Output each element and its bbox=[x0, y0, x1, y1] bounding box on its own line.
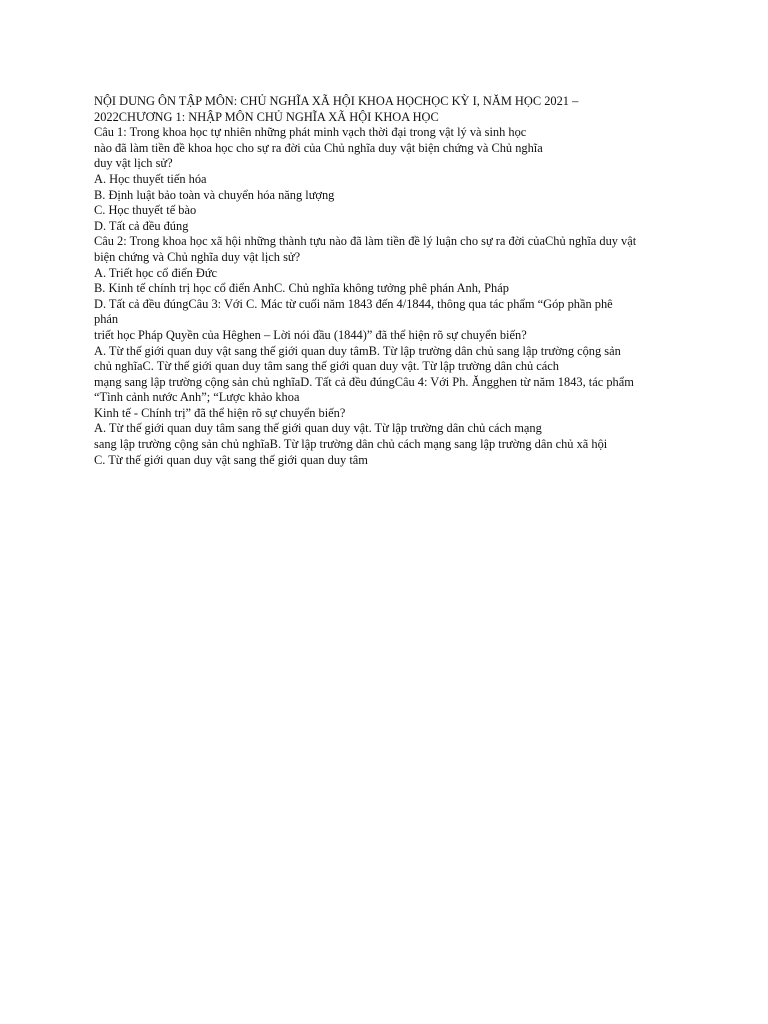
question-4-text: Kinh tế - Chính trị” đã thể hiện rõ sự chuyển biến? bbox=[94, 405, 346, 420]
question-1-text: Câu 1: Trong khoa học tự nhiên những phát minh vạch thời đại trong vật lý và sinh học bbox=[94, 125, 527, 140]
document-body bbox=[94, 94, 694, 468]
question-2-option-a: A. Triết học cổ điển Đức bbox=[94, 265, 218, 280]
question-1-option-c: C. Học thuyết tế bào bbox=[94, 203, 197, 218]
question-3-options: A. Từ thế giới quan duy vật sang thế giới quan duy tâmB. Từ lập trường dân chủ sang lập trường cộng sản bbox=[94, 343, 621, 358]
question-1-text: duy vật lịch sử? bbox=[94, 156, 173, 171]
question-1-option-b: B. Định luật bảo toàn và chuyển hóa năng lượng bbox=[94, 187, 335, 202]
question-2-text: Câu 2: Trong khoa học xã hội những thành tựu nào đã làm tiền đề lý luận cho sự ra đời củaChủ nghĩa duy vật bbox=[94, 234, 637, 249]
question-3-options: chủ nghĩaC. Từ thế giới quan duy tâm sang thế giới quan duy vật. Từ lập trường dân chủ cách bbox=[94, 359, 560, 374]
question-4-text: mạng sang lập trường cộng sản chủ nghĩaD. Tất cả đều đúngCâu 4: Với Ph. Ăngghen từ năm 1843, tác phẩm bbox=[94, 374, 634, 389]
question-4-option-c: C. Từ thế giới quan duy vật sang thế giới quan duy tâm bbox=[94, 452, 368, 467]
question-3-text: phán bbox=[94, 312, 119, 327]
document-heading-line: NỘI DUNG ÔN TẬP MÔN: CHỦ NGHĨA XÃ HỘI KHOA HỌCHỌC KỲ I, NĂM HỌC 2021 – bbox=[94, 94, 579, 108]
question-2-option-bc: B. Kinh tế chính trị học cổ điển AnhC. Chủ nghĩa không tưởng phê phán Anh, Pháp bbox=[94, 281, 509, 296]
document-heading-line: 2022CHƯƠNG 1: NHẬP MÔN CHỦ NGHĨA XÃ HỘI KHOA HỌC bbox=[94, 109, 439, 124]
question-4-options: sang lập trường cộng sản chủ nghĩaB. Từ lập trường dân chủ cách mạng sang lập trường dân chủ xã hội bbox=[94, 437, 608, 452]
question-1-text: nào đã làm tiền đề khoa học cho sự ra đời của Chủ nghĩa duy vật biện chứng và Chủ nghĩa bbox=[94, 140, 543, 155]
question-4-text: “Tình cảnh nước Anh”; “Lược khảo khoa bbox=[94, 390, 300, 405]
question-3-text: triết học Pháp Quyền của Hêghen – Lời nói đầu (1844)” đã thể hiện rõ sự chuyển biến? bbox=[94, 327, 527, 342]
question-1-option-d: D. Tất cả đều đúng bbox=[94, 218, 189, 233]
question-4-options: A. Từ thế giới quan duy tâm sang thế giới quan duy vật. Từ lập trường dân chủ cách mạng bbox=[94, 421, 542, 436]
question-2-text: biện chứng và Chủ nghĩa duy vật lịch sử? bbox=[94, 249, 301, 264]
question-3-text: D. Tất cả đều đúngCâu 3: Với C. Mác từ cuối năm 1843 đến 4/1844, thông qua tác phẩm “Góp phần phê bbox=[94, 296, 613, 311]
question-1-option-a: A. Học thuyết tiến hóa bbox=[94, 171, 207, 186]
